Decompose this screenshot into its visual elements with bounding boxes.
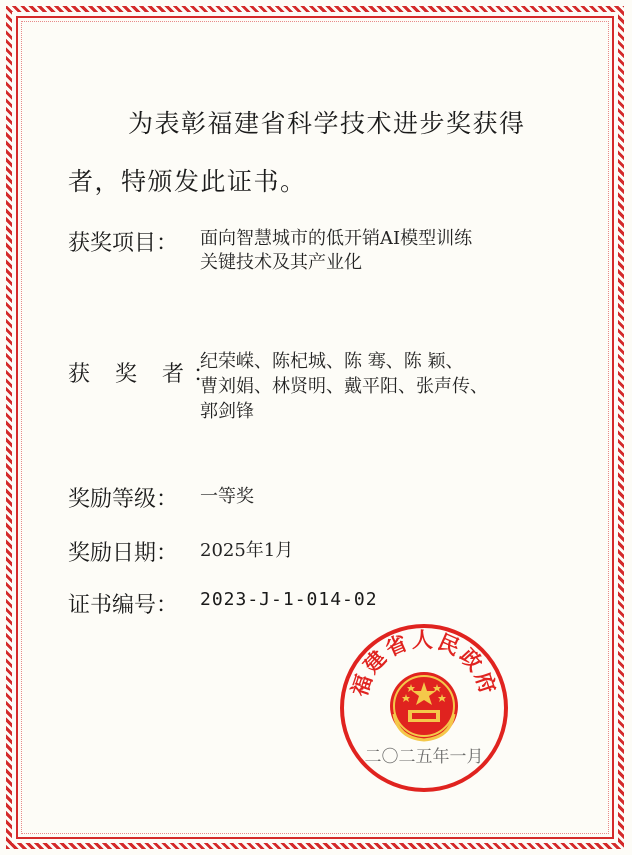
- date-label: 奖励日期：: [68, 541, 179, 566]
- project-value-line-1: 面向智慧城市的低开销AI模型训练: [200, 228, 473, 249]
- cert-number-value: 2023-J-1-014-02: [200, 589, 378, 610]
- winners-line-2: 曹刘娟、林贤明、戴平阳、张声传、: [200, 376, 488, 397]
- date-value: 2025年1月: [200, 540, 294, 561]
- winners-label: 获 奖 者：: [68, 362, 224, 387]
- intro-line-2: 者，特颁发此证书。: [68, 167, 307, 196]
- national-emblem-icon: [390, 672, 458, 740]
- winners-line-1: 纪荣嵘、陈杞城、陈 骞、陈 颖、: [200, 351, 464, 372]
- project-label: 获奖项目：: [68, 231, 179, 256]
- official-seal: [338, 622, 510, 794]
- grade-value: 一等奖: [200, 486, 254, 507]
- winners-line-3: 郭剑锋: [200, 401, 254, 422]
- intro-line-1: 为表彰福建省科学技术进步奖获得: [128, 109, 526, 138]
- seal-arc-text: 福建省人民政府: [346, 626, 502, 700]
- grade-label: 奖励等级：: [68, 487, 179, 512]
- cert-number-label: 证书编号：: [68, 593, 179, 618]
- project-value-line-2: 关键技术及其产业化: [200, 252, 362, 273]
- seal-date-text: 二〇二五年一月: [364, 747, 484, 767]
